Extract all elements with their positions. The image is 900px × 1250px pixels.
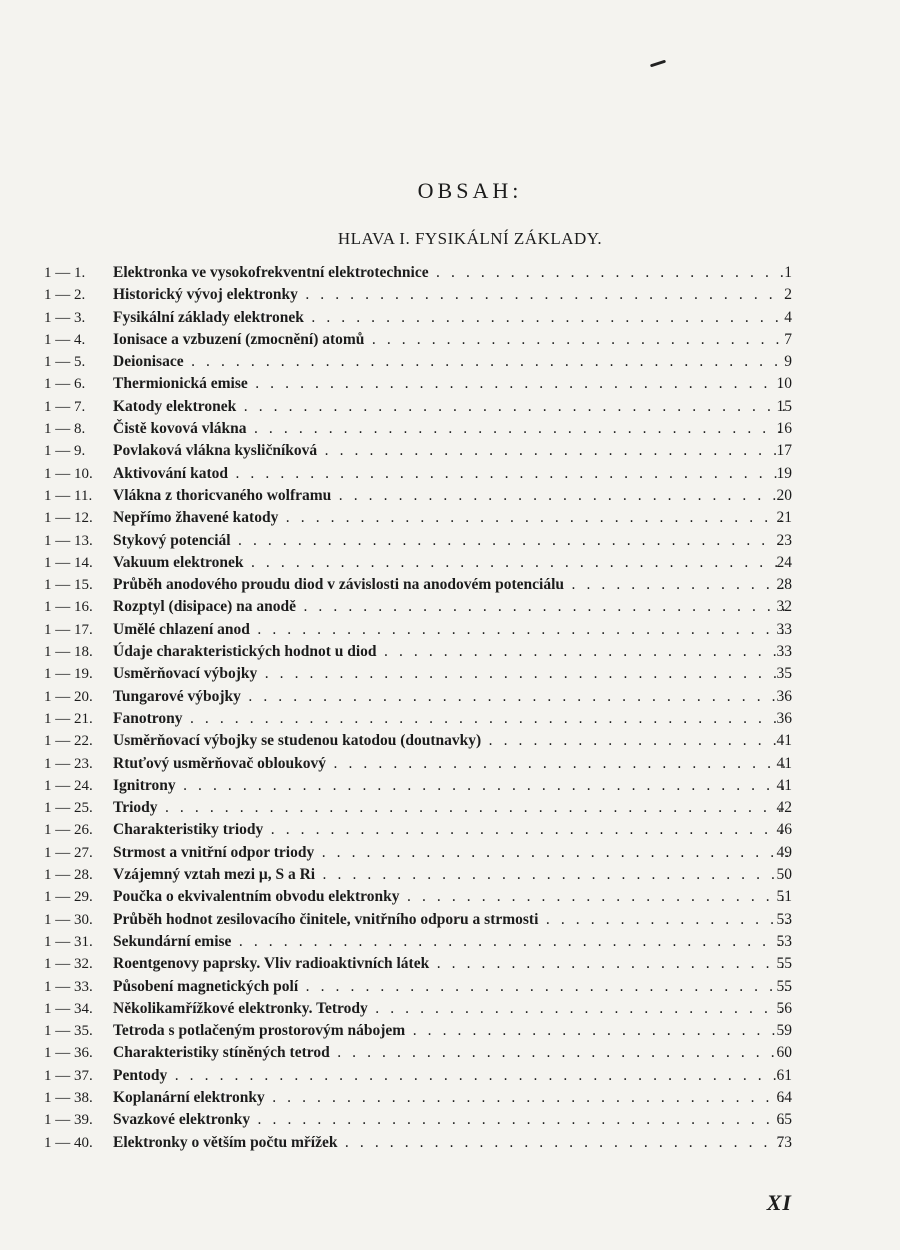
toc-entry-title: Historický vývoj elektronky . . . [113,284,788,306]
toc-entry-page: 56 [776,999,792,1017]
toc-entry-title: Charakteristiky stíněných tetrod . . . [113,1042,788,1064]
toc-entry-page: 46 [776,821,792,839]
toc-entry-number: 1 — 33. [44,978,93,995]
toc-entry-page: 15 [776,397,792,415]
toc-entry-page: 20 [776,486,792,504]
toc-entry-page: 32 [776,598,792,616]
toc-entry-title: Fysikální základy elektronek . . . [113,307,788,329]
toc-entry-number: 1 — 4. [44,331,86,348]
toc-entry [0,284,900,306]
toc-entry-number: 1 — 27. [44,844,93,861]
toc-entry [0,753,900,775]
toc-entry [0,663,900,685]
toc-entry [0,329,900,351]
chapter-heading: HLAVA I. FYSIKÁLNÍ ZÁKLADY. [337,229,603,248]
toc-entry-number: 1 — 34. [44,1000,93,1017]
toc-entry-number: 1 — 38. [44,1089,93,1106]
toc-entry-number: 1 — 11. [44,487,93,504]
toc-entry [0,797,900,819]
toc-entry-title: Průběh hodnot zesilovacího činitele, vnitřního odporu a strmosti . . . [113,909,788,931]
toc-entry-number: 1 — 26. [44,822,93,839]
toc-entry [0,485,900,507]
toc-entry-title: Roentgenovy paprsky. Vliv radioaktivních látek . . . [113,953,788,975]
toc-entry [0,418,900,440]
toc-entry-number: 1 — 22. [44,733,93,750]
toc-entry-title: Fanotrony . . . [113,708,788,730]
toc-entry-title: Svazkové elektronky . . . [113,1109,788,1131]
toc-entry-title: Koplanární elektronky . . . [113,1087,788,1109]
toc-entry-number: 1 — 10. [44,465,93,482]
toc-entry [0,708,900,730]
toc-entry-title: Elektronka ve vysokofrekventní elektrotechnice . . . [113,262,788,284]
toc-entry-page: 73 [776,1133,792,1151]
toc-entry-page: 53 [776,932,792,950]
toc-entry-number: 1 — 17. [44,621,93,638]
page-title: OBSAH: [417,178,523,203]
toc-entry-page: 36 [776,709,792,727]
toc-entry-number: 1 — 14. [44,554,93,571]
toc-entry [0,953,900,975]
toc-entry-number: 1 — 3. [44,309,86,326]
toc-entry-title: Průběh anodového proudu diod v závislosti na anodovém potenciálu . . . [113,574,788,596]
toc-entry [0,909,900,931]
toc-entry-title: Čistě kovová vlákna . . . [113,418,788,440]
toc-entry [0,976,900,998]
page-folio: XI [766,1190,792,1215]
toc-entry [0,819,900,841]
toc-entry-number: 1 — 28. [44,867,93,884]
toc-entry-title: Strmost a vnitřní odpor triody . . . [113,842,788,864]
toc-entry-page: 41 [776,732,792,750]
toc-entry [0,1109,900,1131]
toc-entry [0,686,900,708]
toc-entry-number: 1 — 23. [44,755,93,772]
toc-entry-title: Vakuum elektronek . . . [113,552,788,574]
toc-entry-number: 1 — 24. [44,777,93,794]
toc-entry-number: 1 — 19. [44,666,93,683]
toc-entry-page: 33 [776,643,792,661]
toc-entry-page: 4 [784,308,792,326]
toc-entry-title: Usměrňovací výbojky . . . [113,663,788,685]
toc-entry-page: 9 [784,353,792,371]
toc-entry-title: Rozptyl (disipace) na anodě . . . [113,596,788,618]
toc-entry-number: 1 — 9. [44,443,86,460]
toc-entry-page: 55 [776,977,792,995]
toc-entry [0,440,900,462]
toc-entry-title: Deionisace . . . [113,351,788,373]
toc-entry [0,1087,900,1109]
toc-entry-title: Umělé chlazení anod . . . [113,619,788,641]
toc-entry-number: 1 — 36. [44,1045,93,1062]
toc-entry-title: Ionisace a vzbuzení (zmocnění) atomů . . . [113,329,788,351]
toc-entry-number: 1 — 5. [44,354,86,371]
toc-entry-title: Údaje charakteristických hodnot u diod . . . [113,641,788,663]
toc-entry-page: 49 [776,843,792,861]
toc-entry-page: 28 [776,576,792,594]
toc-entry [0,463,900,485]
toc-entry-title: Thermionická emise . . . [113,373,788,395]
toc-entry-number: 1 — 31. [44,933,93,950]
toc-entry-number: 1 — 30. [44,911,93,928]
toc-entry-number: 1 — 13. [44,532,93,549]
toc-entry-number: 1 — 20. [44,688,93,705]
toc-entry [0,1042,900,1064]
toc-entry-title: Několikamřížkové elektronky. Tetrody . . . [113,998,788,1020]
toc-entry-title: Vlákna z thoricvaného wolframu . . . [113,485,788,507]
toc-entry [0,396,900,418]
toc-entry-number: 1 — 8. [44,421,86,438]
toc-entry-page: 61 [776,1066,792,1084]
toc-entry-page: 65 [776,1111,792,1129]
toc-entry [0,507,900,529]
toc-entry-page: 17 [776,442,792,460]
toc-entry-page: 53 [776,910,792,928]
toc-entry-number: 1 — 40. [44,1134,93,1151]
toc-entry-number: 1 — 1. [44,265,86,281]
toc-entry-title: Pentody . . . [113,1065,788,1087]
toc-entry [0,307,900,329]
toc-entry-page: 1 [784,264,792,281]
toc-entry-title: Triody . . . [113,797,788,819]
toc-entry [0,262,900,284]
toc-entry [0,998,900,1020]
toc-entry-number: 1 — 21. [44,710,93,727]
toc-entry-number: 1 — 12. [44,510,93,527]
toc-entry [0,1020,900,1042]
toc-entry-title: Poučka o ekvivalentním obvodu elektronky . . . [113,886,788,908]
ink-mark [650,60,666,68]
toc-entry-number: 1 — 16. [44,599,93,616]
toc-entry-page: 24 [776,553,792,571]
toc-entry [0,373,900,395]
toc-entry-page: 41 [776,754,792,772]
toc-entry-title: Usměrňovací výbojky se studenou katodou (doutnavky) . . . [113,730,788,752]
toc-entry-title: Ignitrony . . . [113,775,788,797]
toc-entry [0,1065,900,1087]
toc-entry-page: 64 [776,1088,792,1106]
toc-entry-page: 16 [776,420,792,438]
toc-entry-title: Aktivování katod . . . [113,463,788,485]
toc-entry-page: 2 [784,286,792,304]
toc-entry [0,574,900,596]
toc-entry-number: 1 — 7. [44,398,86,415]
toc-entry [0,730,900,752]
toc-entry-title: Vzájemný vztah mezi μ, S a Ri . . . [113,864,788,886]
toc-entry-title: Sekundární emise . . . [113,931,788,953]
toc-entry-title: Tungarové výbojky . . . [113,686,788,708]
toc-entry-page: 35 [776,665,792,683]
toc-entry-number: 1 — 15. [44,577,93,594]
toc-entry-page: 21 [776,509,792,527]
toc-entry [0,552,900,574]
toc-entry [0,530,900,552]
toc-entry-page: 50 [776,866,792,884]
toc-entry [0,1132,900,1154]
toc-entry [0,931,900,953]
toc-entry [0,596,900,618]
toc-entry-title: Stykový potenciál . . . [113,530,788,552]
toc-entry-number: 1 — 37. [44,1067,93,1084]
toc-entry-page: 59 [776,1022,792,1040]
toc-entry-page: 51 [776,888,792,906]
toc-entry-title: Charakteristiky triody . . . [113,819,788,841]
toc-entry [0,641,900,663]
toc-entry-title: Rtuťový usměrňovač obloukový . . . [113,753,788,775]
toc-entry [0,351,900,373]
toc-entry [0,886,900,908]
toc-entry-page: 7 [784,330,792,348]
toc-entry-page: 19 [776,464,792,482]
toc-entry [0,842,900,864]
toc-entry-number: 1 — 6. [44,376,86,393]
toc-entry-title: Povlaková vlákna kysličníková . . . [113,440,788,462]
toc-entry-page: 33 [776,620,792,638]
toc-entry-title: Nepřímo žhavené katody . . . [113,507,788,529]
toc-entry-page: 41 [776,776,792,794]
toc-entry-number: 1 — 32. [44,956,93,973]
toc-entry-number: 1 — 39. [44,1112,93,1129]
toc-entry-page: 60 [776,1044,792,1062]
toc-entry-number: 1 — 29. [44,889,93,906]
toc-entry-number: 1 — 2. [44,287,86,304]
toc-entry-number: 1 — 35. [44,1023,93,1040]
toc-entry-title: Tetroda s potlačeným prostorovým nábojem . . . [113,1020,788,1042]
toc-entry-number: 1 — 18. [44,644,93,661]
table-of-contents [0,262,900,1154]
toc-entry-title: Působení magnetických polí . . . [113,976,788,998]
toc-entry-number: 1 — 25. [44,800,93,817]
toc-entry-page: 23 [776,531,792,549]
toc-entry-page: 10 [776,375,792,393]
toc-entry [0,619,900,641]
toc-entry-page: 42 [776,799,792,817]
toc-entry-page: 36 [776,687,792,705]
toc-entry-page: 55 [776,955,792,973]
toc-entry [0,864,900,886]
toc-entry-title: Katody elektronek . . . [113,396,788,418]
toc-entry [0,775,900,797]
toc-entry-title: Elektronky o větším počtu mřížek . . . [113,1132,788,1154]
